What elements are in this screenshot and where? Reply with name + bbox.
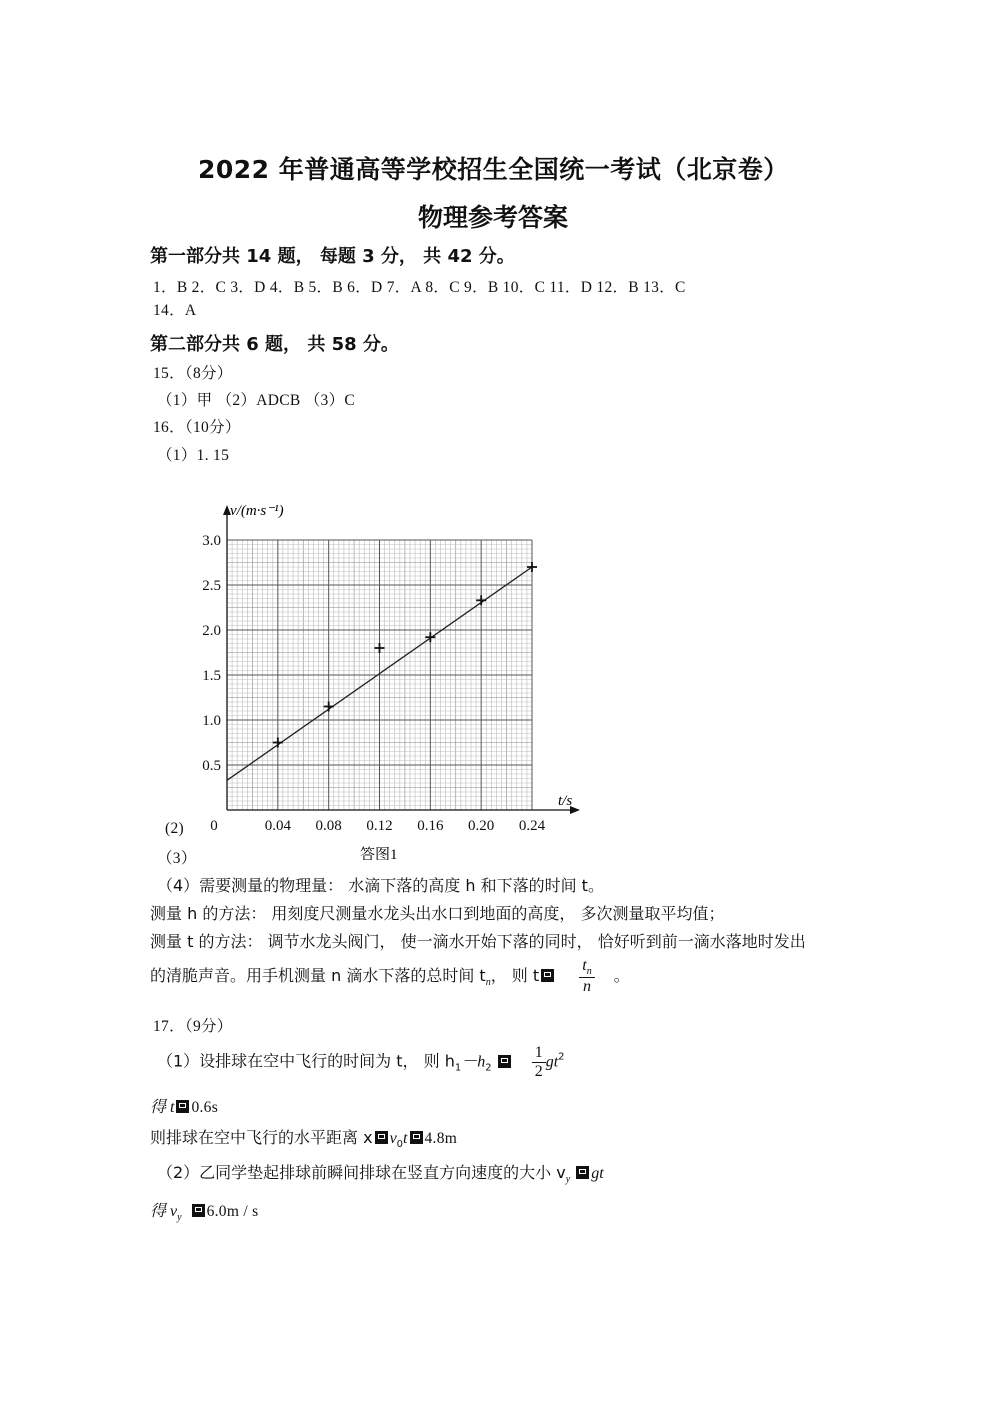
x-tick-label: 0 — [210, 818, 218, 834]
frac-num-sub: n — [586, 966, 592, 977]
q17-a1-prefix: （1）设排球在空中飞行的时间为 t， 则 h — [157, 1051, 455, 1071]
data-point-marker — [527, 562, 537, 572]
equals-symbol-icon — [576, 1166, 589, 1179]
chart-caption: 答图1 — [360, 847, 398, 860]
equals-symbol-icon — [375, 1131, 388, 1144]
data-point-marker — [324, 702, 334, 712]
q17-label: 17．（9分） — [153, 1018, 233, 1035]
x-tick-label: 0.04 — [264, 818, 291, 834]
x-value: 4.8m — [424, 1130, 458, 1147]
v0-sub: 0 — [396, 1139, 404, 1150]
equals-symbol-icon — [192, 1204, 205, 1217]
x-tick-label: 0.20 — [468, 818, 495, 834]
t-value: 0.6s — [191, 1099, 219, 1116]
q16-answer-3-label: （3） — [157, 850, 197, 867]
line4-mid: ， 则 t — [490, 965, 540, 985]
y-tick-label: 0.5 — [202, 758, 221, 774]
data-point-marker — [273, 738, 283, 748]
half-num: 1 — [532, 1044, 546, 1063]
h1-sub: 1 — [454, 1062, 462, 1074]
one-half-fraction — [532, 1044, 546, 1080]
x-tick-label: 0.24 — [518, 818, 546, 834]
minus-h: －h — [461, 1053, 486, 1071]
velocity-time-chart — [180, 495, 600, 860]
vy-value: 6.0m / s — [206, 1203, 259, 1220]
y-tick-label: 3.0 — [202, 533, 221, 549]
y-tick-label: 2.0 — [202, 623, 221, 639]
tn-over-n-fraction — [579, 957, 594, 996]
data-point-marker — [375, 643, 385, 653]
x-axis-label: t/s — [558, 793, 573, 809]
line4-end: 。 — [613, 965, 630, 985]
frac-den: n — [582, 978, 591, 995]
q17-answer-2 — [157, 1160, 604, 1185]
equals-symbol-icon — [498, 1055, 511, 1068]
vy-gt: gt — [591, 1165, 604, 1182]
q16-answer-4-line4 — [150, 957, 630, 996]
x-result — [150, 1125, 457, 1150]
part1-heading: 第一部分共 14 题， 每题 3 分， 共 42 分。 — [150, 246, 515, 267]
v0: v — [389, 1130, 397, 1147]
vy-result-sub: y — [177, 1212, 182, 1223]
part1-answers-line1: 1．B 2．C 3．D 4．B 5．B 6．D 7．A 8．C 9．B 10．C 11．D 12．B 13．C — [153, 279, 686, 296]
q16-answer-4-line1: （4）需要测量的物理量： 水滴下落的高度 h 和下落的时间 t。 — [157, 876, 604, 895]
page-title: 2022 年普通高等学校招生全国统一考试（北京卷） — [198, 155, 789, 184]
q17-a2-prefix: （2）乙同学垫起排球前瞬间排球在竖直方向速度的大小 v — [157, 1163, 566, 1182]
q15-label: 15．（8分） — [153, 365, 233, 382]
t-prefix: 得 t — [150, 1099, 175, 1116]
data-point-marker — [476, 595, 486, 605]
vy-result — [150, 1198, 258, 1223]
q16-label: 16．（10分） — [153, 419, 241, 436]
x-prefix: 则排球在空中飞行的水平距离 x — [150, 1128, 373, 1147]
q16-answer-1: （1）1. 15 — [157, 447, 230, 464]
frac-num: t — [582, 957, 587, 974]
equals-symbol-icon — [176, 1100, 189, 1113]
half-den: 2 — [534, 1062, 543, 1080]
h2-sub: 2 — [485, 1062, 492, 1074]
line4-sub: n — [485, 976, 491, 988]
q16-answer-2-label: (2) — [165, 820, 184, 837]
vy-sub: y — [565, 1174, 571, 1185]
q17-answer-1 — [157, 1044, 565, 1080]
y-tick-label: 2.5 — [202, 578, 221, 594]
q15-answers: （1）甲 （2）ADCB （3）C — [157, 392, 356, 409]
t-result — [150, 1094, 218, 1117]
equals-symbol-icon — [410, 1131, 423, 1144]
x-tick-label: 0.12 — [366, 818, 393, 834]
part2-heading: 第二部分共 6 题， 共 58 分。 — [150, 334, 399, 355]
line4-prefix: 的清脆声音。用手机测量 n 滴水下落的总时间 t — [150, 965, 486, 985]
y-axis-label: v/(m·s⁻¹) — [230, 503, 284, 519]
gt: gt — [545, 1053, 559, 1071]
q16-answer-4-line3: 测量 t 的方法： 调节水龙头阀门， 使一滴水开始下落的同时， 恰好听到前一滴水落地时发出 — [150, 932, 806, 951]
x-tick-label: 0.08 — [315, 818, 342, 834]
square-sup: 2 — [558, 1051, 565, 1063]
q16-answer-4-line2: 测量 h 的方法： 用刻度尺测量水龙头出水口到地面的高度， 多次测量取平均值； — [150, 904, 725, 923]
vy-prefix: 得 v — [150, 1203, 178, 1220]
x-tick-label: 0.16 — [417, 818, 444, 834]
page-subtitle: 物理参考答案 — [418, 203, 569, 232]
x-t: t — [403, 1130, 408, 1147]
y-tick-label: 1.5 — [202, 668, 221, 684]
equals-symbol-icon — [541, 969, 554, 982]
y-tick-label: 1.0 — [202, 713, 221, 729]
part1-answers-line2: 14．A — [153, 302, 197, 319]
